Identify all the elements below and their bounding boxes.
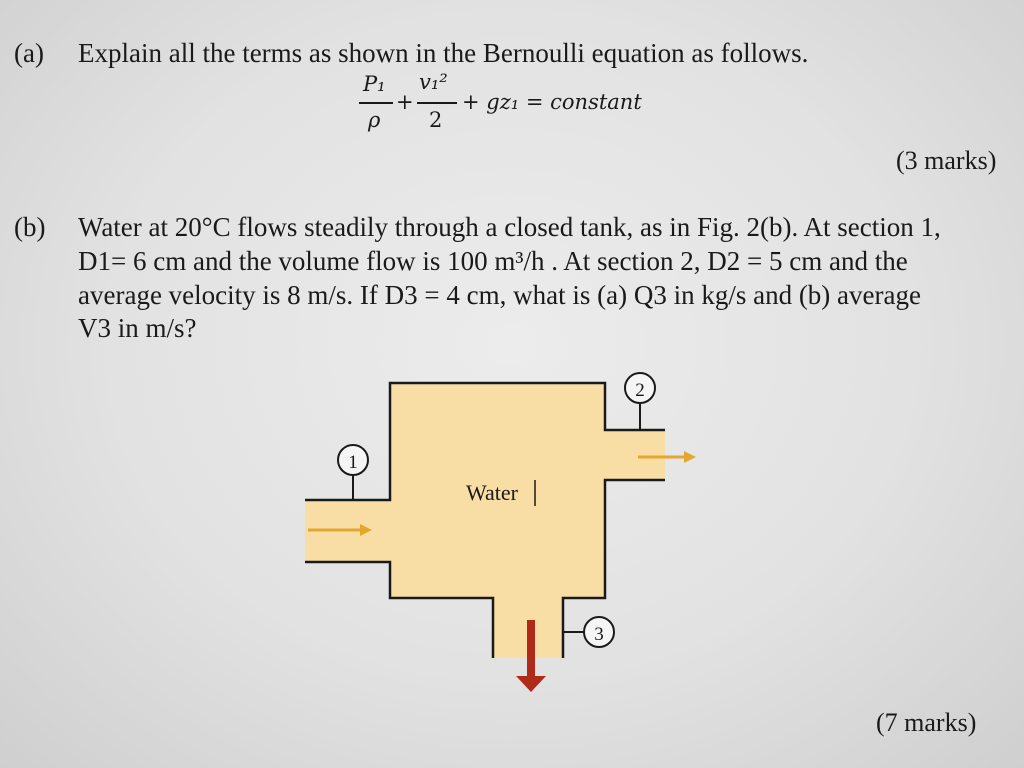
section-1-label: 1 (348, 452, 358, 473)
part-a-label: (a) (14, 38, 44, 68)
part-b-line-2: D1= 6 cm and the volume flow is 100 m³/h . At section 2, D2 = 5 cm and the (78, 246, 908, 276)
tank-water-label: Water (466, 480, 518, 505)
part-a-text: Explain all the terms as shown in the Bernoulli equation as follows. (78, 38, 809, 68)
part-b-marks: (7 marks) (876, 708, 977, 737)
eq-term1-denominator: ρ (368, 108, 381, 132)
part-b-line-1: Water at 20°C flows steadily through a closed tank, as in Fig. 2(b). At section 1, (78, 212, 941, 242)
eq-term1-numerator: P₁ (363, 72, 386, 96)
eq-plus: + (396, 90, 414, 114)
part-a-marks: (3 marks) (896, 146, 997, 175)
eq-rest: + gz₁ = constant (462, 90, 642, 114)
outlet-pipe-2 (605, 430, 665, 480)
section-3-label: 3 (594, 624, 604, 645)
part-b-label: (b) (14, 212, 46, 242)
part-b-line-4: V3 in m/s? (78, 313, 197, 343)
eq-term2-numerator: v₁² (419, 70, 448, 94)
eq-term2-denominator: 2 (429, 108, 443, 132)
part-b-line-3: average velocity is 8 m/s. If D3 = 4 cm, what is (a) Q3 in kg/s and (b) average (78, 280, 921, 310)
section-2-label: 2 (635, 380, 645, 401)
